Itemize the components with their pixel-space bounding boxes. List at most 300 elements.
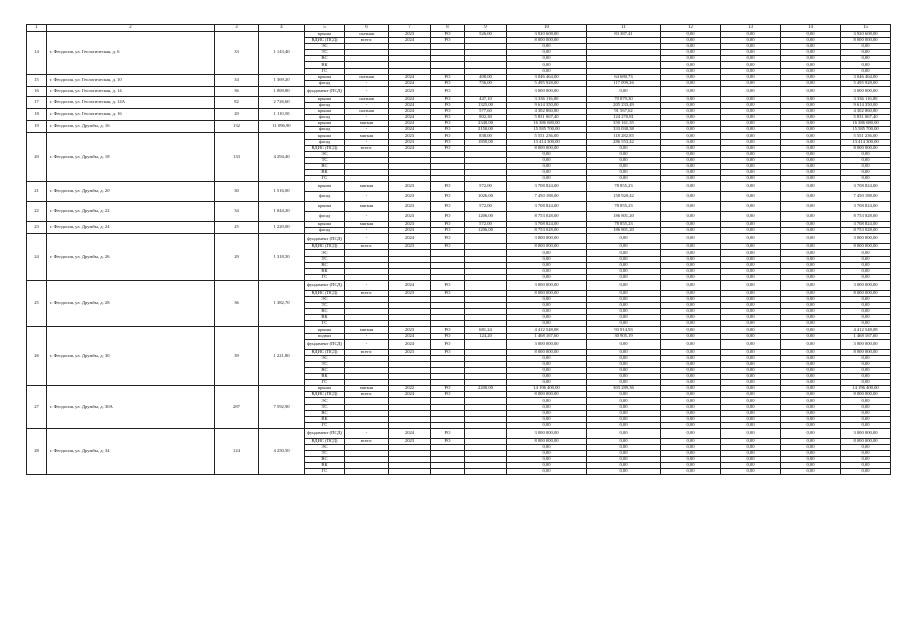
component-cell: крыша xyxy=(305,133,345,139)
header-col-3: 3 xyxy=(215,25,259,32)
volume-cell: 2340,00 xyxy=(465,121,507,127)
cost-owners-cell: 0,00 xyxy=(841,176,891,182)
table-row xyxy=(27,280,891,290)
cost-owners-cell: 0,00 xyxy=(841,44,891,50)
table-row xyxy=(27,182,891,192)
fund-regional-cell: 0,00 xyxy=(721,86,781,96)
apartments-cell: 34 xyxy=(215,202,259,222)
fund-local-cell: 0,00 xyxy=(781,428,841,438)
fund-local-cell: 0,00 xyxy=(781,361,841,367)
cost-psd-cell: 0,00 xyxy=(587,315,661,321)
cost-owners-cell: 5 831 067,40 xyxy=(841,115,891,121)
cost-psd-cell: 117 099,26 xyxy=(587,80,661,86)
volume-cell: 526,00 xyxy=(465,32,507,38)
cost-psd-cell: 0,00 xyxy=(587,250,661,256)
apartments-cell: 36 xyxy=(215,280,259,327)
address-cell: г. Феодосия, ул. Геологическая, д. 14А xyxy=(47,96,215,108)
area-cell: 11 096,90 xyxy=(259,121,305,133)
cost-total-cell: 0,00 xyxy=(507,398,587,404)
cost-owners-cell: 0,00 xyxy=(841,380,891,386)
volume-cell: 1026,00 xyxy=(465,192,507,202)
row-number: 14 xyxy=(27,32,47,75)
cost-owners-cell: 0,00 xyxy=(841,321,891,327)
fund-regional-cell: 0,00 xyxy=(721,44,781,50)
source-cell: РО xyxy=(431,339,465,349)
fund-regional-cell: 0,00 xyxy=(721,333,781,339)
type-cell: - xyxy=(345,102,389,108)
fund-local-cell: 0,00 xyxy=(781,309,841,315)
cost-total-cell: 4 412 548,08 xyxy=(507,327,587,333)
fund-regional-cell: 0,00 xyxy=(721,327,781,333)
fund-regional-cell: 0,00 xyxy=(721,176,781,182)
fund-local-cell: 0,00 xyxy=(781,244,841,250)
cost-owners-cell: 3 708 824,00 xyxy=(841,222,891,228)
cost-psd-cell: 0,00 xyxy=(587,297,661,303)
fund-regional-cell: 0,00 xyxy=(721,234,781,244)
component-cell: ВС xyxy=(305,163,345,169)
fund-regional-cell: 0,00 xyxy=(721,80,781,86)
cost-owners-cell: 3 708 824,00 xyxy=(841,182,891,192)
cost-total-cell: 0,00 xyxy=(507,157,587,163)
component-cell: фундамент (ПСД) xyxy=(305,86,345,96)
volume-cell: 124,20 xyxy=(465,333,507,339)
header-col-9: 9 xyxy=(465,25,507,32)
fund-regional-cell: 0,00 xyxy=(721,422,781,428)
fund-federal-cell: 0,00 xyxy=(661,109,721,115)
cost-owners-cell: 0,00 xyxy=(841,469,891,475)
year-cell: 2023 xyxy=(389,349,431,355)
apartments-cell: 34 xyxy=(215,74,259,86)
cost-owners-cell: 0,00 xyxy=(841,297,891,303)
cost-total-cell: 0,00 xyxy=(507,256,587,262)
cost-total-cell: 5 551 236,00 xyxy=(507,133,587,139)
row-number: 16 xyxy=(27,86,47,96)
fund-federal-cell: 0,00 xyxy=(661,44,721,50)
component-cell: ТС xyxy=(305,256,345,262)
cost-total-cell: 3 000 000,00 xyxy=(507,86,587,96)
component-cell: ВДИС (ПСД) xyxy=(305,392,345,398)
fund-federal-cell: 0,00 xyxy=(661,469,721,475)
cost-owners-cell: 8 000 000,00 xyxy=(841,290,891,296)
cost-owners-cell: 16 386 680,00 xyxy=(841,121,891,127)
fund-federal-cell: 0,00 xyxy=(661,268,721,274)
fund-local-cell: 0,00 xyxy=(781,157,841,163)
cost-total-cell: 3 000 000,00 xyxy=(507,280,587,290)
year-cell: 2023 xyxy=(389,222,431,228)
cost-total-cell: 0,00 xyxy=(507,44,587,50)
cost-owners-cell: 4 412 548,08 xyxy=(841,327,891,333)
component-cell: ЭС xyxy=(305,297,345,303)
area-cell: 2 726,60 xyxy=(259,96,305,108)
area-cell: 1 220,00 xyxy=(259,222,305,234)
cost-owners-cell: 3 920 608,00 xyxy=(841,32,891,38)
fund-federal-cell: 0,00 xyxy=(661,163,721,169)
cost-psd-cell: 0,00 xyxy=(587,303,661,309)
cost-total-cell: 3 000 000,00 xyxy=(507,428,587,438)
year-cell: 2024 xyxy=(389,80,431,86)
row-number: 27 xyxy=(27,386,47,429)
fund-local-cell: 0,00 xyxy=(781,50,841,56)
fund-local-cell: 0,00 xyxy=(781,176,841,182)
cost-psd-cell: 0,00 xyxy=(587,398,661,404)
fund-regional-cell: 0,00 xyxy=(721,145,781,151)
header-col-13: 13 xyxy=(721,25,781,32)
fund-local-cell: 0,00 xyxy=(781,96,841,102)
fund-federal-cell: 0,00 xyxy=(661,145,721,151)
fund-local-cell: 0,00 xyxy=(781,463,841,469)
cost-owners-cell: 0,00 xyxy=(841,169,891,175)
fund-local-cell: 0,00 xyxy=(781,228,841,234)
fund-regional-cell: 0,00 xyxy=(721,457,781,463)
cost-psd-cell: 0,00 xyxy=(587,145,661,151)
fund-federal-cell: 0,00 xyxy=(661,392,721,398)
fund-federal-cell: 0,00 xyxy=(661,404,721,410)
cost-total-cell: 0,00 xyxy=(507,163,587,169)
type-cell xyxy=(345,469,389,475)
fund-federal-cell: 0,00 xyxy=(661,86,721,96)
fund-local-cell: 0,00 xyxy=(781,38,841,44)
address-cell: г. Феодосия, ул. Геологическая, д. 16 xyxy=(47,109,215,121)
cost-psd-cell: 0,00 xyxy=(587,244,661,250)
component-cell: крыша xyxy=(305,222,345,228)
cost-psd-cell: 286 553,42 xyxy=(587,139,661,145)
cost-owners-cell: 0,00 xyxy=(841,422,891,428)
apartments-cell: 82 xyxy=(215,96,259,108)
volume-cell: 1325,00 xyxy=(465,102,507,108)
year-cell: 2023 xyxy=(389,32,431,38)
fund-regional-cell: 0,00 xyxy=(721,444,781,450)
cost-psd-cell: 333 030,38 xyxy=(587,127,661,133)
area-cell: 1 069,80 xyxy=(259,86,305,96)
table-row xyxy=(27,202,891,212)
component-cell: фасад xyxy=(305,228,345,234)
component-cell: ГС xyxy=(305,176,345,182)
fund-regional-cell: 0,00 xyxy=(721,56,781,62)
component-cell: ГС xyxy=(305,274,345,280)
cost-psd-cell: 0,00 xyxy=(587,349,661,355)
fund-federal-cell: 0,00 xyxy=(661,250,721,256)
source-cell: РО xyxy=(431,109,465,115)
fund-federal-cell: 0,00 xyxy=(661,398,721,404)
component-cell: фасад xyxy=(305,192,345,202)
fund-federal-cell: 0,00 xyxy=(661,361,721,367)
fund-regional-cell: 0,00 xyxy=(721,321,781,327)
type-cell: - xyxy=(345,115,389,121)
cost-owners-cell: 14 196 400,00 xyxy=(841,386,891,392)
fund-local-cell: 0,00 xyxy=(781,268,841,274)
component-cell: крыша xyxy=(305,96,345,102)
cost-owners-cell: 0,00 xyxy=(841,355,891,361)
row-number: 25 xyxy=(27,280,47,327)
fund-federal-cell: 0,00 xyxy=(661,133,721,139)
fund-regional-cell: 0,00 xyxy=(721,157,781,163)
fund-federal-cell: 0,00 xyxy=(661,151,721,157)
fund-federal-cell: 0,00 xyxy=(661,309,721,315)
volume-cell: 572,00 xyxy=(465,222,507,228)
cost-owners-cell: 0,00 xyxy=(841,56,891,62)
fund-regional-cell: 0,00 xyxy=(721,361,781,367)
fund-federal-cell: 0,00 xyxy=(661,339,721,349)
cost-owners-cell: 3 000 000,00 xyxy=(841,280,891,290)
fund-federal-cell: 0,00 xyxy=(661,463,721,469)
cost-total-cell: 0,00 xyxy=(507,151,587,157)
cost-total-cell: 14 196 400,00 xyxy=(507,386,587,392)
cost-owners-cell: 0,00 xyxy=(841,274,891,280)
fund-federal-cell: 0,00 xyxy=(661,139,721,145)
fund-federal-cell: 0,00 xyxy=(661,380,721,386)
cost-owners-cell: 8 753 028,00 xyxy=(841,228,891,234)
fund-local-cell: 0,00 xyxy=(781,416,841,422)
cost-psd-cell: 0,00 xyxy=(587,86,661,96)
fund-federal-cell: 0,00 xyxy=(661,457,721,463)
fund-local-cell: 0,00 xyxy=(781,355,841,361)
source-cell: РО xyxy=(431,38,465,44)
component-cell: фасад xyxy=(305,80,345,86)
type-cell: - xyxy=(345,127,389,133)
cost-psd-cell: 350 161,35 xyxy=(587,121,661,127)
address-cell: г. Феодосия, ул. Дружбы, д. 34 xyxy=(47,428,215,475)
type-cell: мягкая xyxy=(345,202,389,212)
volume-cell: 1850,00 xyxy=(465,139,507,145)
fund-federal-cell: 0,00 xyxy=(661,333,721,339)
source-cell: РО xyxy=(431,102,465,108)
source-cell: РО xyxy=(431,96,465,102)
fund-regional-cell: 0,00 xyxy=(721,303,781,309)
source-cell: РО xyxy=(431,228,465,234)
fund-regional-cell: 0,00 xyxy=(721,244,781,250)
table-row xyxy=(27,428,891,438)
row-number: 23 xyxy=(27,222,47,234)
apartments-cell: 25 xyxy=(215,222,259,234)
cost-psd-cell: 64 680,73 xyxy=(587,74,661,80)
address-cell: г. Феодосия, ул. Геологическая, д. 6 xyxy=(47,32,215,75)
type-cell: мягкая xyxy=(345,133,389,139)
header-col-1: 1 xyxy=(27,25,47,32)
cost-owners-cell: 3 000 000,00 xyxy=(841,86,891,96)
component-cell: ТС xyxy=(305,50,345,56)
type-cell: мягкая xyxy=(345,327,389,333)
fund-local-cell: 0,00 xyxy=(781,139,841,145)
cost-psd-cell: 0,00 xyxy=(587,280,661,290)
fund-local-cell: 0,00 xyxy=(781,469,841,475)
fund-regional-cell: 0,00 xyxy=(721,428,781,438)
source-cell: РО xyxy=(431,290,465,296)
row-number: 28 xyxy=(27,428,47,475)
area-cell: 1 221,80 xyxy=(259,327,305,386)
year-cell: 2023 xyxy=(389,192,431,202)
address-cell: г. Феодосия, ул. Геологическая, д. 10 xyxy=(47,74,215,86)
row-number: 22 xyxy=(27,202,47,222)
fund-local-cell: 0,00 xyxy=(781,62,841,68)
cost-total-cell: 0,00 xyxy=(507,355,587,361)
volume-cell: 838,00 xyxy=(465,133,507,139)
component-cell: ЭС xyxy=(305,444,345,450)
row-number: 20 xyxy=(27,133,47,182)
component-cell: ЭС xyxy=(305,250,345,256)
cost-owners-cell: 0,00 xyxy=(841,361,891,367)
fund-regional-cell: 0,00 xyxy=(721,212,781,222)
component-cell: фасад xyxy=(305,102,345,108)
type-cell: всего: xyxy=(345,349,389,355)
fund-federal-cell: 0,00 xyxy=(661,176,721,182)
component-cell: крыша xyxy=(305,109,345,115)
fund-local-cell: 0,00 xyxy=(781,44,841,50)
cost-owners-cell: 0,00 xyxy=(841,451,891,457)
cost-owners-cell: 9 614 350,00 xyxy=(841,102,891,108)
year-cell: 2024 xyxy=(389,280,431,290)
component-cell: ВК xyxy=(305,268,345,274)
fund-regional-cell: 0,00 xyxy=(721,109,781,115)
fund-regional-cell: 0,00 xyxy=(721,355,781,361)
volume-cell: 1206,00 xyxy=(465,228,507,234)
type-cell: - xyxy=(345,80,389,86)
cost-owners-cell: 0,00 xyxy=(841,262,891,268)
component-cell: фасад xyxy=(305,212,345,222)
cost-owners-cell: 8 000 000,00 xyxy=(841,145,891,151)
fund-federal-cell: 0,00 xyxy=(661,202,721,212)
apartments-cell: 33 xyxy=(215,32,259,75)
cost-psd-cell: 0,00 xyxy=(587,355,661,361)
type-cell: - xyxy=(345,333,389,339)
year-cell: 2024 xyxy=(389,333,431,339)
volume-cell xyxy=(465,428,507,438)
row-number: 26 xyxy=(27,327,47,386)
cost-total-cell: 5 495 928,00 xyxy=(507,80,587,86)
cost-psd-cell: 30 905,19 xyxy=(587,333,661,339)
cost-total-cell: 0,00 xyxy=(507,410,587,416)
fund-federal-cell: 0,00 xyxy=(661,74,721,80)
cost-psd-cell: 0,00 xyxy=(587,444,661,450)
volume-cell: 577,60 xyxy=(465,109,507,115)
fund-federal-cell: 0,00 xyxy=(661,38,721,44)
component-cell: ГС xyxy=(305,380,345,386)
cost-total-cell: 0,00 xyxy=(507,56,587,62)
column-number-header xyxy=(27,25,891,32)
apartments-cell: 30 xyxy=(215,182,259,202)
component-cell: ТС xyxy=(305,361,345,367)
source-cell: РО xyxy=(431,192,465,202)
fund-local-cell: 0,00 xyxy=(781,212,841,222)
cost-total-cell: 4 302 860,80 xyxy=(507,109,587,115)
cost-owners-cell: 8 753 028,00 xyxy=(841,212,891,222)
cost-psd-cell: 0,00 xyxy=(587,428,661,438)
cost-psd-cell: 0,00 xyxy=(587,274,661,280)
source-cell: РО xyxy=(431,86,465,96)
apartments-cell: 132 xyxy=(215,121,259,133)
component-cell: крыша xyxy=(305,121,345,127)
fund-federal-cell: 0,00 xyxy=(661,367,721,373)
source-cell: РО xyxy=(431,145,465,151)
fund-federal-cell: 0,00 xyxy=(661,444,721,450)
source-cell: РО xyxy=(431,127,465,133)
cost-owners-cell: 13 414 300,00 xyxy=(841,139,891,145)
cost-psd-cell: 0,00 xyxy=(587,321,661,327)
fund-federal-cell: 0,00 xyxy=(661,451,721,457)
fund-federal-cell: 0,00 xyxy=(661,62,721,68)
fund-local-cell: 0,00 xyxy=(781,404,841,410)
fund-local-cell: 0,00 xyxy=(781,339,841,349)
cost-total-cell: 8 000 000,00 xyxy=(507,244,587,250)
volume-cell xyxy=(465,339,507,349)
cost-total-cell: 3 000 000,00 xyxy=(507,339,587,349)
row-number: 18 xyxy=(27,109,47,121)
row-number: 15 xyxy=(27,74,47,86)
cost-total-cell: 0,00 xyxy=(507,50,587,56)
component-cell: крыша xyxy=(305,32,345,38)
year-cell: 2024 xyxy=(389,109,431,115)
source-cell: РО xyxy=(431,222,465,228)
type-cell: мягкая xyxy=(345,222,389,228)
year-cell: 2023 xyxy=(389,133,431,139)
component-cell: ВДИС (ПСД) xyxy=(305,145,345,151)
component-cell: фундамент (ПСД) xyxy=(305,339,345,349)
fund-local-cell: 0,00 xyxy=(781,349,841,355)
year-cell: 2024 xyxy=(389,234,431,244)
cost-psd-cell: 0,00 xyxy=(587,438,661,444)
cost-total-cell: 0,00 xyxy=(507,297,587,303)
component-cell: подвал xyxy=(305,333,345,339)
fund-regional-cell: 0,00 xyxy=(721,256,781,262)
fund-local-cell: 0,00 xyxy=(781,374,841,380)
fund-federal-cell: 0,00 xyxy=(661,438,721,444)
cost-psd-cell: 78 855,23 xyxy=(587,202,661,212)
fund-local-cell: 0,00 xyxy=(781,145,841,151)
fund-regional-cell: 0,00 xyxy=(721,151,781,157)
fund-regional-cell: 0,00 xyxy=(721,38,781,44)
year-cell: 2024 xyxy=(389,121,431,127)
cost-total-cell: 8 000 000,00 xyxy=(507,145,587,151)
cost-total-cell: 0,00 xyxy=(507,380,587,386)
fund-local-cell: 0,00 xyxy=(781,297,841,303)
year-cell: 2023 xyxy=(389,438,431,444)
fund-federal-cell: 0,00 xyxy=(661,127,721,133)
type-cell: скатная xyxy=(345,109,389,115)
type-cell: мягкая xyxy=(345,121,389,127)
row-number: 24 xyxy=(27,234,47,281)
fund-local-cell: 0,00 xyxy=(781,315,841,321)
cost-total-cell: 0,00 xyxy=(507,262,587,268)
header-col-14: 14 xyxy=(781,25,841,32)
cost-psd-cell: 186 801,20 xyxy=(587,228,661,234)
cost-owners-cell: 0,00 xyxy=(841,315,891,321)
type-cell: всего: xyxy=(345,38,389,44)
cost-psd-cell: 0,00 xyxy=(587,380,661,386)
type-cell: - xyxy=(345,339,389,349)
fund-regional-cell: 0,00 xyxy=(721,315,781,321)
fund-regional-cell: 0,00 xyxy=(721,274,781,280)
year-cell: 2024 xyxy=(389,428,431,438)
cost-psd-cell: 0,00 xyxy=(587,234,661,244)
year-cell: 2023 xyxy=(389,212,431,222)
year-cell: 2023 xyxy=(389,290,431,296)
component-cell: крыша xyxy=(305,327,345,333)
fund-regional-cell: 0,00 xyxy=(721,62,781,68)
cost-owners-cell: 0,00 xyxy=(841,303,891,309)
fund-regional-cell: 0,00 xyxy=(721,182,781,192)
cost-psd-cell: 78 855,23 xyxy=(587,222,661,228)
component-cell: крыша xyxy=(305,386,345,392)
cost-psd-cell: 0,00 xyxy=(587,339,661,349)
component-cell: ЭС xyxy=(305,44,345,50)
source-cell: РО xyxy=(431,74,465,80)
cost-total-cell: 0,00 xyxy=(507,361,587,367)
fund-federal-cell: 0,00 xyxy=(661,422,721,428)
type-cell: всего: xyxy=(345,244,389,250)
fund-regional-cell: 0,00 xyxy=(721,374,781,380)
cost-psd-cell: 0,00 xyxy=(587,361,661,367)
fund-federal-cell: 0,00 xyxy=(661,274,721,280)
cost-owners-cell: 0,00 xyxy=(841,463,891,469)
